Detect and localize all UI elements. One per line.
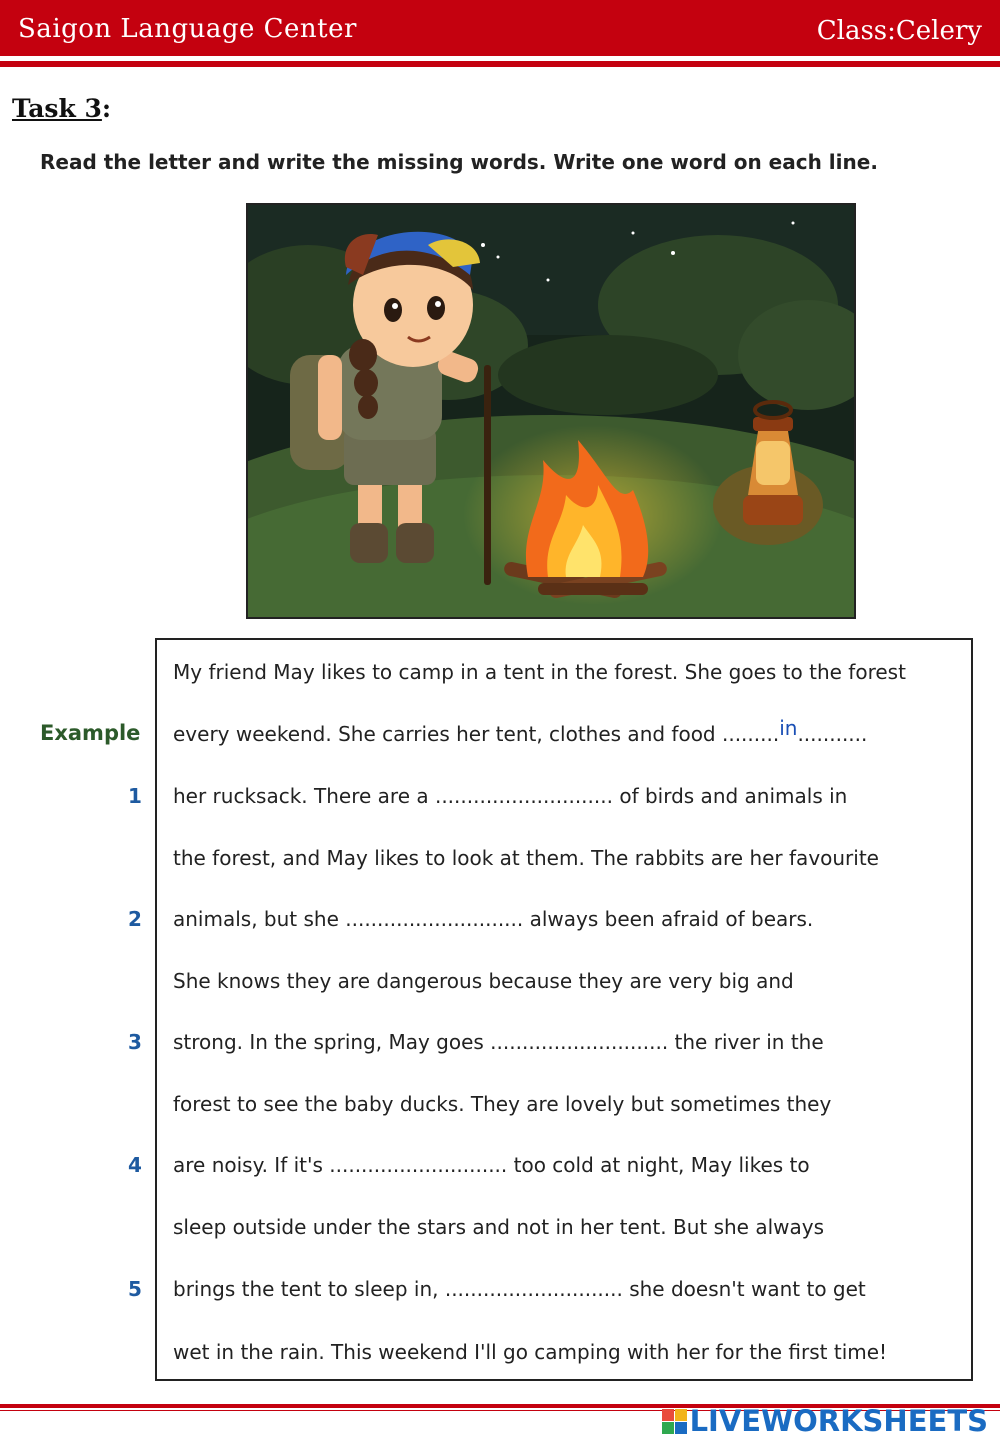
logo-grid-icon — [662, 1409, 687, 1434]
letter-line: animals, but she ............................ always been afraid of bears. — [173, 907, 814, 931]
example-label: Example — [40, 721, 141, 745]
question-number: 2 — [128, 907, 142, 931]
letter-line: are noisy. If it's ............................ too cold at night, May likes to — [173, 1153, 810, 1177]
camping-scene — [248, 205, 854, 617]
task-title: Task 3: — [12, 94, 112, 123]
question-number: 1 — [128, 784, 142, 808]
letter-box — [155, 638, 973, 1381]
letter-line: the forest, and May likes to look at them. The rabbits are her favourite — [173, 846, 879, 870]
header-divider — [0, 61, 1000, 67]
liveworksheets-logo: LIVEWORKSHEETS — [662, 1404, 988, 1438]
question-number: 3 — [128, 1030, 142, 1054]
letter-line: My friend May likes to camp in a tent in the forest. She goes to the forest — [173, 660, 906, 684]
center-name: Saigon Language Center — [18, 14, 357, 44]
page-header — [0, 0, 1000, 56]
class-label: Class:Celery — [816, 16, 982, 46]
letter-line: sleep outside under the stars and not in her tent. But she always — [173, 1215, 825, 1239]
question-number: 4 — [128, 1153, 142, 1177]
letter-line: brings the tent to sleep in, ............................ she doesn't want to get — [173, 1277, 866, 1301]
camping-illustration — [246, 203, 856, 619]
instruction-text: Read the letter and write the missing words. Write one word on each line. — [40, 150, 878, 174]
letter-line-example: every weekend. She carries her tent, clothes and food .........in........... — [173, 716, 868, 746]
question-number: 5 — [128, 1277, 142, 1301]
letter-line: She knows they are dangerous because they are very big and — [173, 969, 794, 993]
letter-line: her rucksack. There are a ............................ of birds and animals in — [173, 784, 848, 808]
example-answer: in — [779, 716, 798, 740]
letter-line: strong. In the spring, May goes ............................ the river in the — [173, 1030, 824, 1054]
letter-line: forest to see the baby ducks. They are lovely but sometimes they — [173, 1092, 832, 1116]
letter-line: wet in the rain. This weekend I'll go camping with her for the first time! — [173, 1340, 888, 1364]
